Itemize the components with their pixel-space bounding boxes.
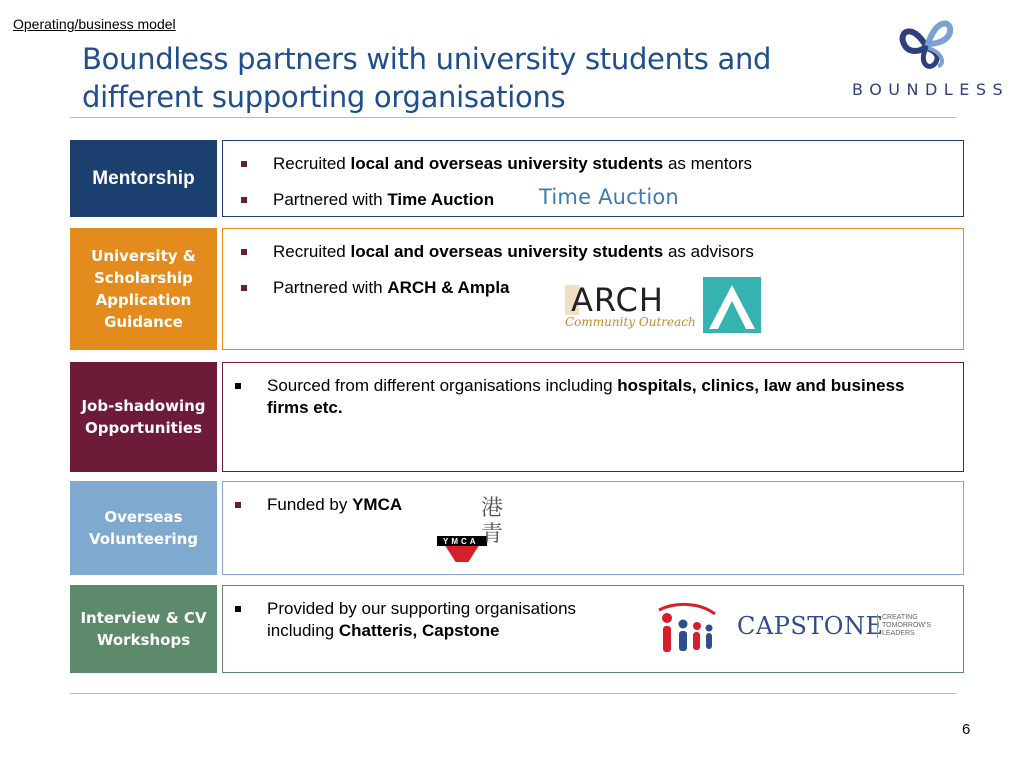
bullet-list [235, 598, 647, 642]
bullet-item: Partnered with Time Auction [241, 189, 752, 211]
row-content [222, 585, 964, 673]
row-guidance [70, 228, 966, 350]
bullet-item: Funded by YMCA [235, 494, 402, 516]
bullet-marker-icon [235, 383, 241, 389]
bullet-marker-icon [235, 502, 241, 508]
chatteris-logo-icon [655, 600, 717, 658]
bullet-marker-icon [241, 249, 247, 255]
page-number: 6 [962, 721, 971, 738]
capstone-tagline: CREATING TOMORROW'S LEADERS [877, 614, 928, 638]
row-overseas [70, 481, 966, 575]
bullet-marker-icon [241, 197, 247, 203]
butterfly-icon [892, 14, 962, 76]
arch-logo-text: ARCH [571, 281, 664, 319]
boundless-logo [846, 14, 1016, 104]
arch-logo [565, 281, 696, 337]
bullet-list [235, 375, 947, 419]
arch-logo-subtitle: Community Outreach [565, 315, 696, 329]
row-content [222, 362, 964, 472]
row-mentorship [70, 140, 966, 217]
ymca-logo-text: YMCA [443, 537, 479, 546]
ymca-chinese-text: 港青 [481, 496, 504, 547]
bullet-marker-icon [241, 161, 247, 167]
bullet-item: Provided by our supporting organisations including Chatteris, Capstone [235, 598, 647, 642]
bullet-item: Partnered with ARCH & Ampla [241, 277, 754, 299]
row-label: Overseas Volunteering [70, 481, 217, 575]
row-content [222, 481, 964, 575]
capstone-logo-text: CAPSTONE [737, 612, 884, 640]
bullet-list [235, 494, 402, 530]
bullet-item: Recruited local and overseas university students as mentors [241, 153, 752, 175]
row-content [222, 228, 964, 350]
slide-title: Boundless partners with university students and different supporting organisations [82, 42, 772, 114]
logo-wordmark: BOUNDLESS [852, 80, 1010, 99]
bullet-item: Recruited local and overseas university students as advisors [241, 241, 754, 263]
bullet-marker-icon [241, 285, 247, 291]
row-label: Mentorship [70, 140, 217, 217]
row-job-shadowing [70, 362, 966, 472]
ymca-logo [437, 492, 507, 570]
bullet-marker-icon [235, 606, 241, 612]
row-workshops [70, 585, 966, 673]
row-label: Job-shadowing Opportunities [70, 362, 217, 472]
ampla-logo-icon [703, 277, 761, 333]
capstone-logo [737, 612, 937, 642]
bullet-item: Sourced from different organisations including hospitals, clinics, law and business firms etc. [235, 375, 947, 419]
section-tag: Operating/business model [13, 16, 176, 32]
row-label: Interview & CV Workshops [70, 585, 217, 673]
row-label: University & Scholarship Application Guidance [70, 228, 217, 350]
bottom-divider [70, 693, 956, 694]
time-auction-logo: Time Auction [539, 185, 679, 209]
top-divider [70, 117, 956, 118]
row-content [222, 140, 964, 217]
ymca-triangle-icon [437, 492, 487, 562]
